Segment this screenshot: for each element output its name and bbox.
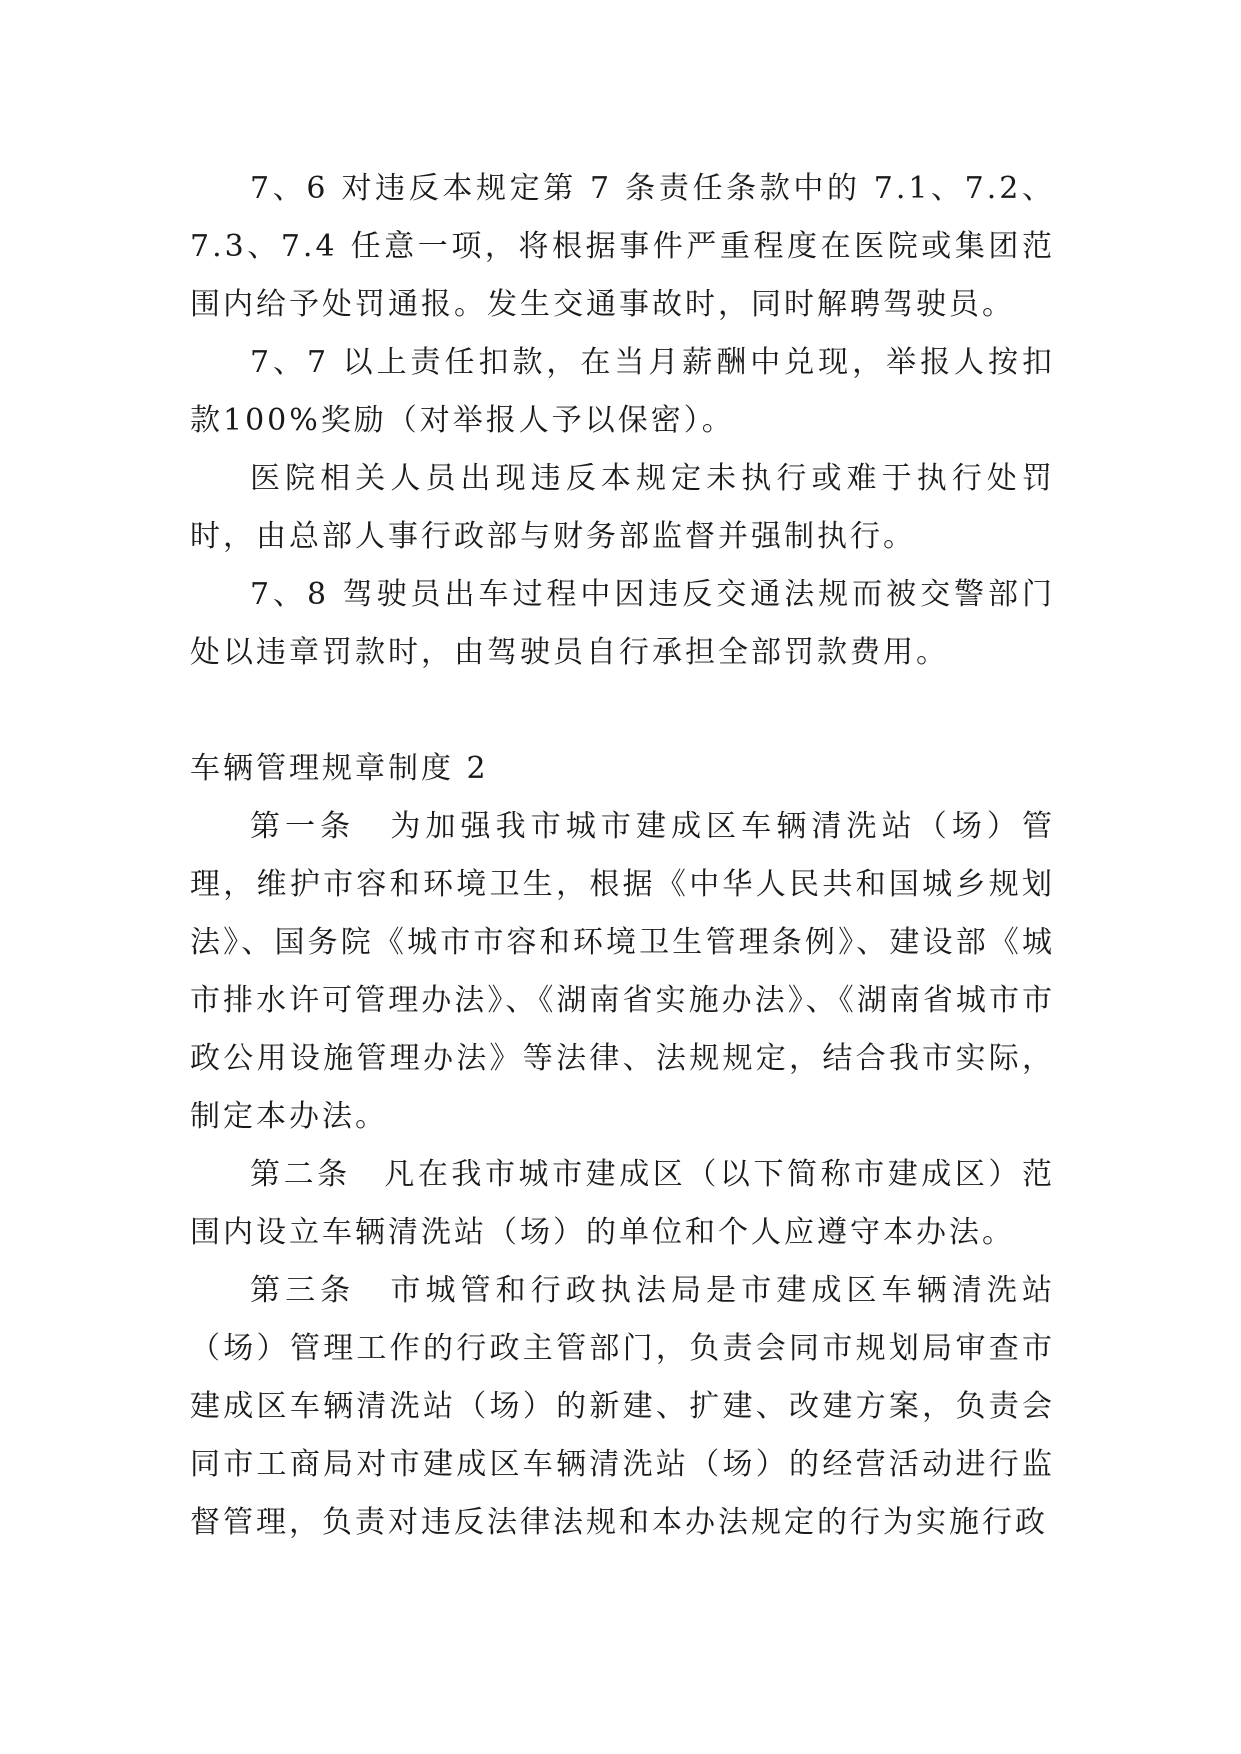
article-3: 第三条 市城管和行政执法局是市建成区车辆清洗站（场）管理工作的行政主管部门，负责会同市规划局审查市建成区车辆清洗站（场）的新建、扩建、改建方案，负责会同市工商局对市建成区车辆清洗站（场）的经营活动进行监督管理，负责对违反法律法规和本办法规定的行为实施行政 bbox=[190, 1273, 1055, 1540]
paragraph-7-8: 7、8 驾驶员出车过程中因违反交通法规而被交警部门处以违章罚款时，由驾驶员自行承担全部罚款费用。 bbox=[190, 577, 1055, 670]
document-body bbox=[190, 160, 1055, 1552]
article-1: 第一条 为加强我市城市建成区车辆清洗站（场）管理，维护市容和环境卫生，根据《中华人民共和国城乡规划法》、国务院《城市市容和环境卫生管理条例》、建设部《城市排水许可管理办法》、《湖南省实施办法》、《湖南省城市市政公用设施管理办法》等法律、法规规定，结合我市实际，制定本办法。 bbox=[190, 809, 1055, 1134]
paragraph-enforcement: 医院相关人员出现违反本规定未执行或难于执行处罚时，由总部人事行政部与财务部监督并强制执行。 bbox=[190, 461, 1055, 554]
article-2: 第二条 凡在我市城市建成区（以下简称市建成区）范围内设立车辆清洗站（场）的单位和个人应遵守本办法。 bbox=[190, 1157, 1055, 1250]
paragraph-7-6: 7、6 对违反本规定第 7 条责任条款中的 7.1、7.2、7.3、7.4 任意一项，将根据事件严重程度在医院或集团范围内给予处罚通报。发生交通事故时，同时解聘驾驶员。 bbox=[190, 171, 1055, 322]
paragraph-7-7: 7、7 以上责任扣款，在当月薪酬中兑现，举报人按扣款100%奖励（对举报人予以保密）。 bbox=[190, 345, 1055, 438]
section-title: 车辆管理规章制度 2 bbox=[190, 751, 489, 786]
